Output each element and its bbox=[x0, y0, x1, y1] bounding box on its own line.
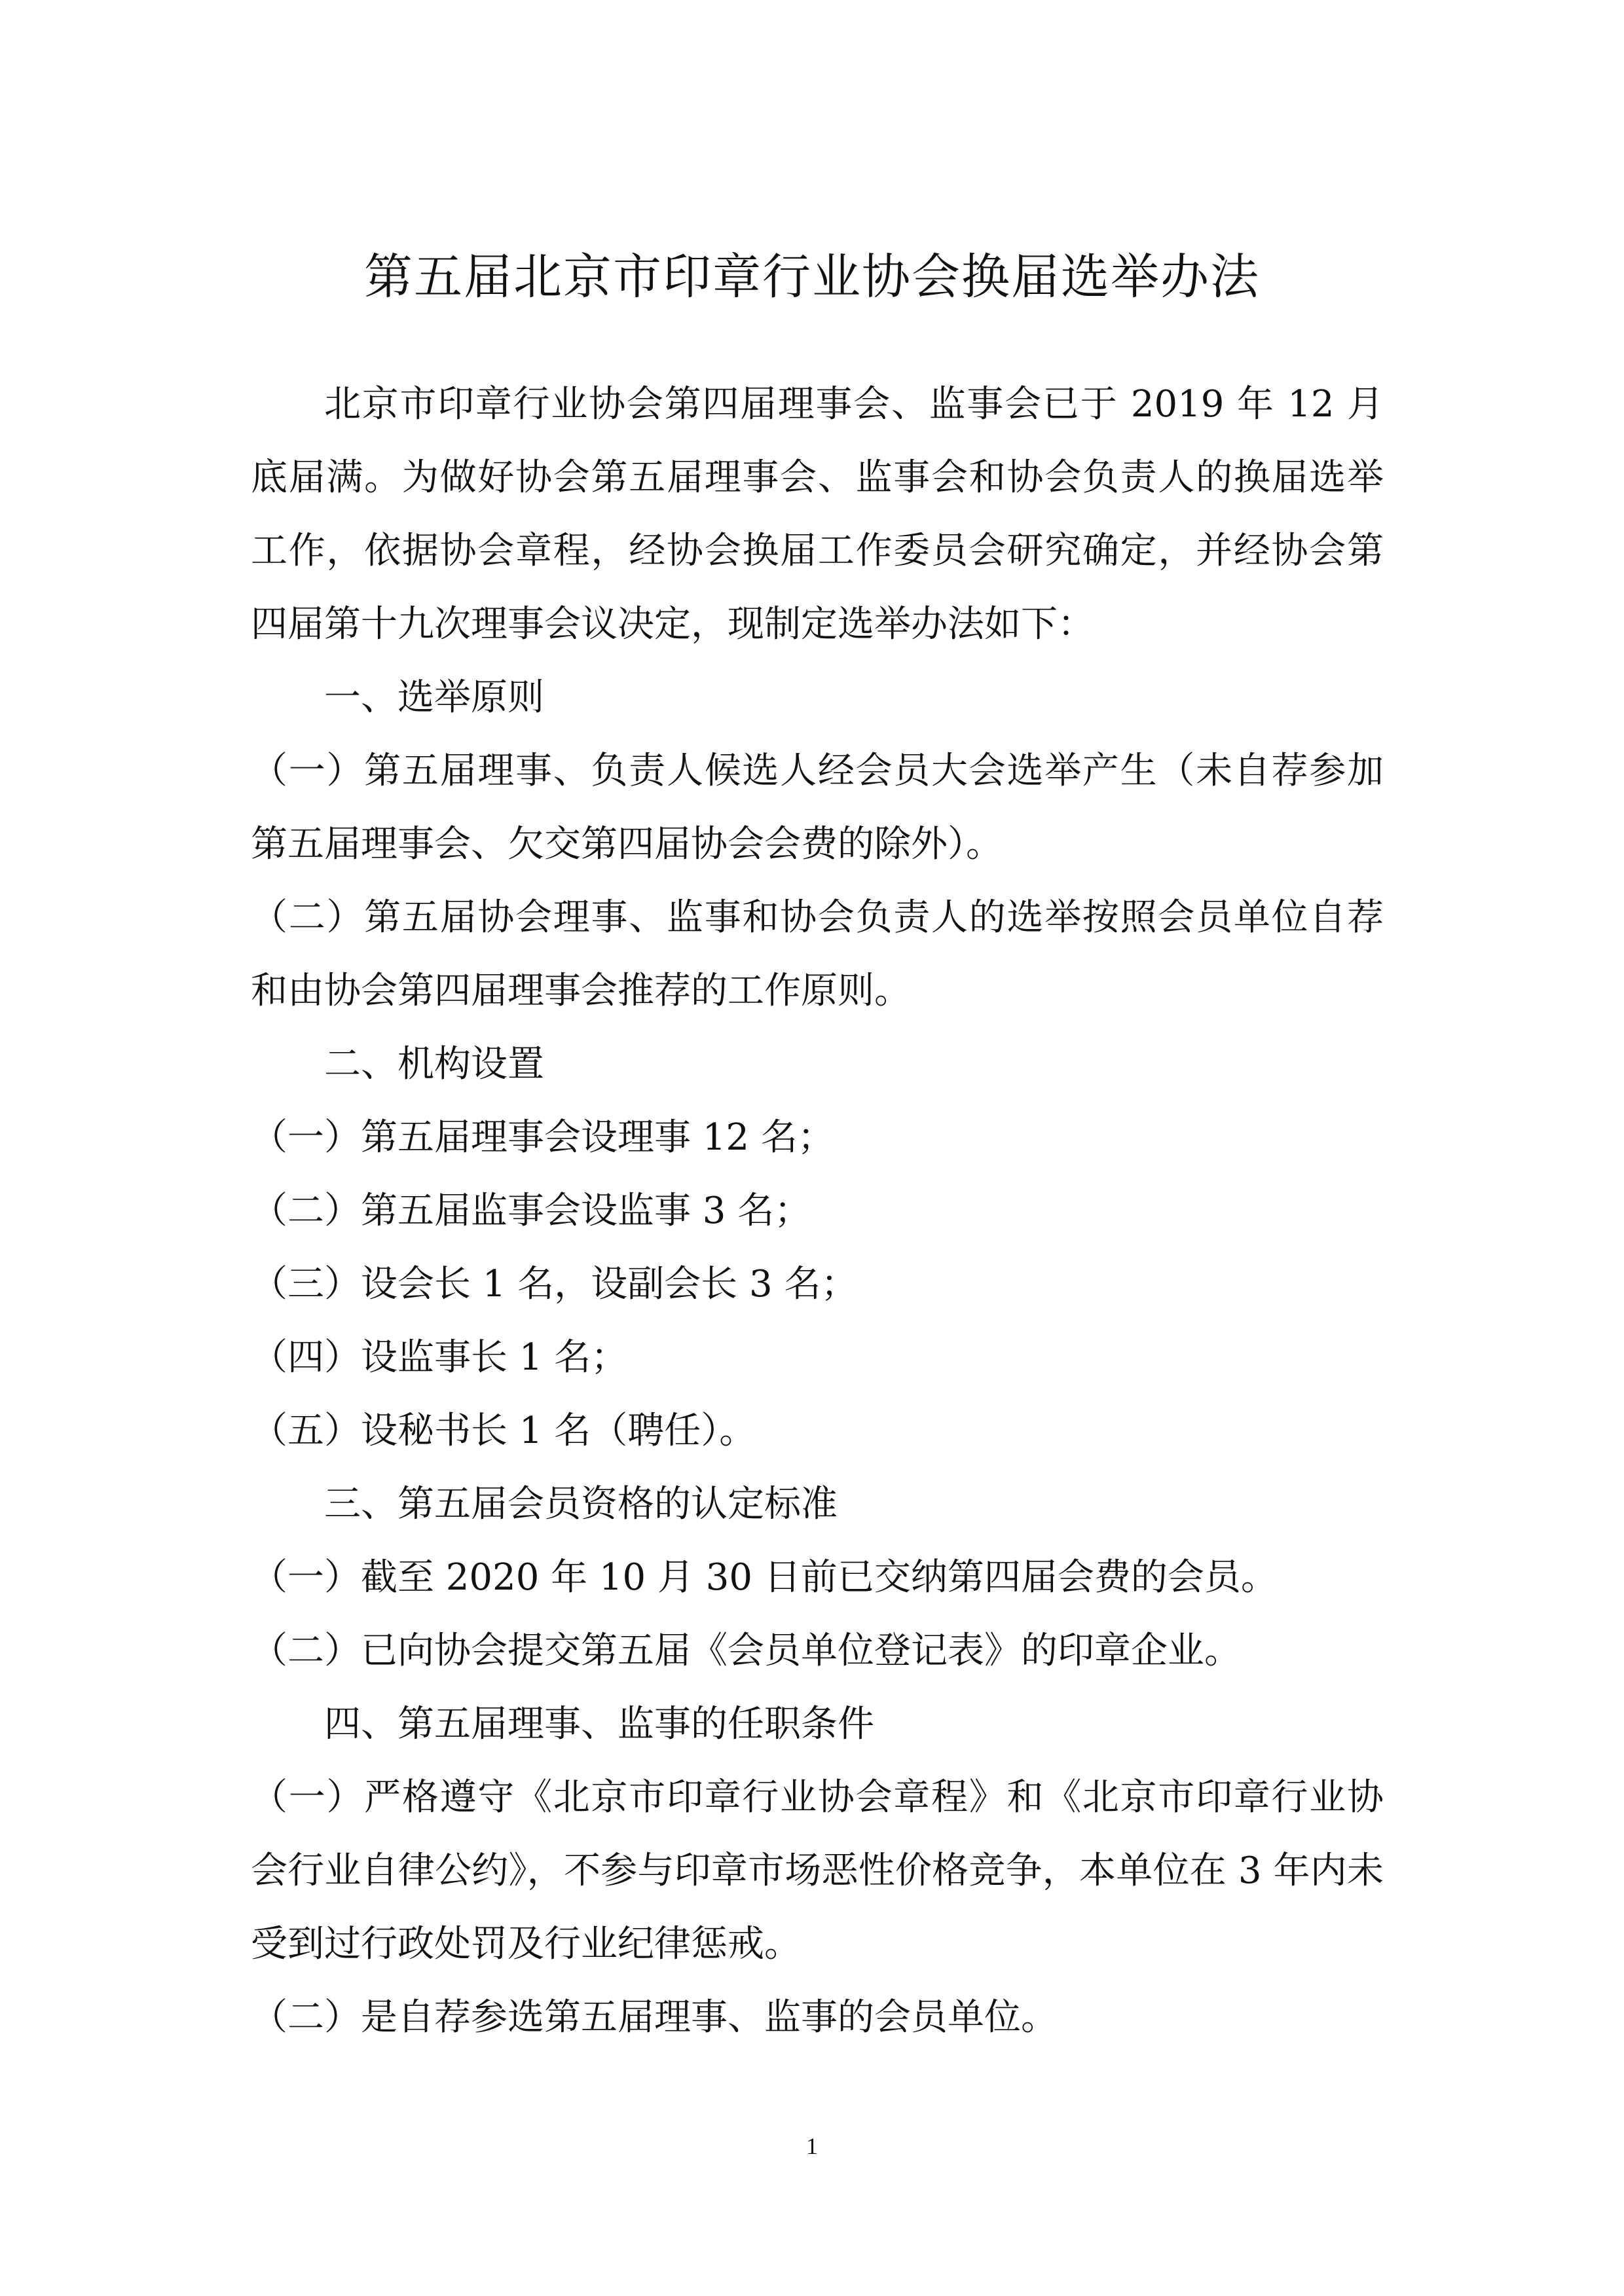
section-item: （一）第五届理事会设理事 12 名； bbox=[251, 1116, 834, 1159]
intro-paragraph: 北京市印章行业协会第四届理事会、监事会已于 2019 年 12 月底届满。为做好协会第五届理事会、监事会和协会负责人的换届选举工作，依据协会章程，经协会换届工作委员会研究确定，并经协会第四届第十九次理事会议决定，现制定选举办法如下： bbox=[251, 383, 1384, 646]
section-item: （一）严格遵守《北京市印章行业协会章程》和《北京市印章行业协会行业自律公约》，不参与印章市场恶性价格竞争，本单位在 3 年内未受到过行政处罚及行业纪律惩戒。 bbox=[251, 1776, 1384, 1965]
section-heading: 一、选举原则 bbox=[324, 676, 544, 719]
section-item: （四）设监事长 1 名； bbox=[251, 1336, 628, 1379]
section-heading: 二、机构设置 bbox=[324, 1043, 544, 1085]
section-heading: 四、第五届理事、监事的任职条件 bbox=[324, 1703, 874, 1745]
page-number: 1 bbox=[806, 2133, 818, 2159]
section-heading: 三、第五届会员资格的认定标准 bbox=[324, 1483, 838, 1525]
document-title: 第五届北京市印章行业协会换届选举办法 bbox=[364, 249, 1260, 305]
section-item: （二）第五届协会理事、监事和协会负责人的选举按照会员单位自荐和由协会第四届理事会推荐的工作原则。 bbox=[251, 896, 1384, 1012]
section-item: （三）设会长 1 名，设副会长 3 名； bbox=[251, 1263, 858, 1305]
section-item: （一）截至 2020 年 10 月 30 日前已交纳第四届会费的会员。 bbox=[251, 1556, 1278, 1599]
section-item: （五）设秘书长 1 名（聘任）。 bbox=[251, 1410, 756, 1452]
document-body bbox=[251, 368, 1384, 2054]
section-item: （一）第五届理事、负责人候选人经会员大会选举产生（未自荐参加第五届理事会、欠交第四届协会会费的除外）。 bbox=[251, 750, 1384, 866]
section-item: （二）已向协会提交第五届《会员单位登记表》的印章企业。 bbox=[251, 1630, 1241, 1672]
section-item: （二）是自荐参选第五届理事、监事的会员单位。 bbox=[251, 1996, 1058, 2039]
section-item: （二）第五届监事会设监事 3 名； bbox=[251, 1190, 811, 1232]
